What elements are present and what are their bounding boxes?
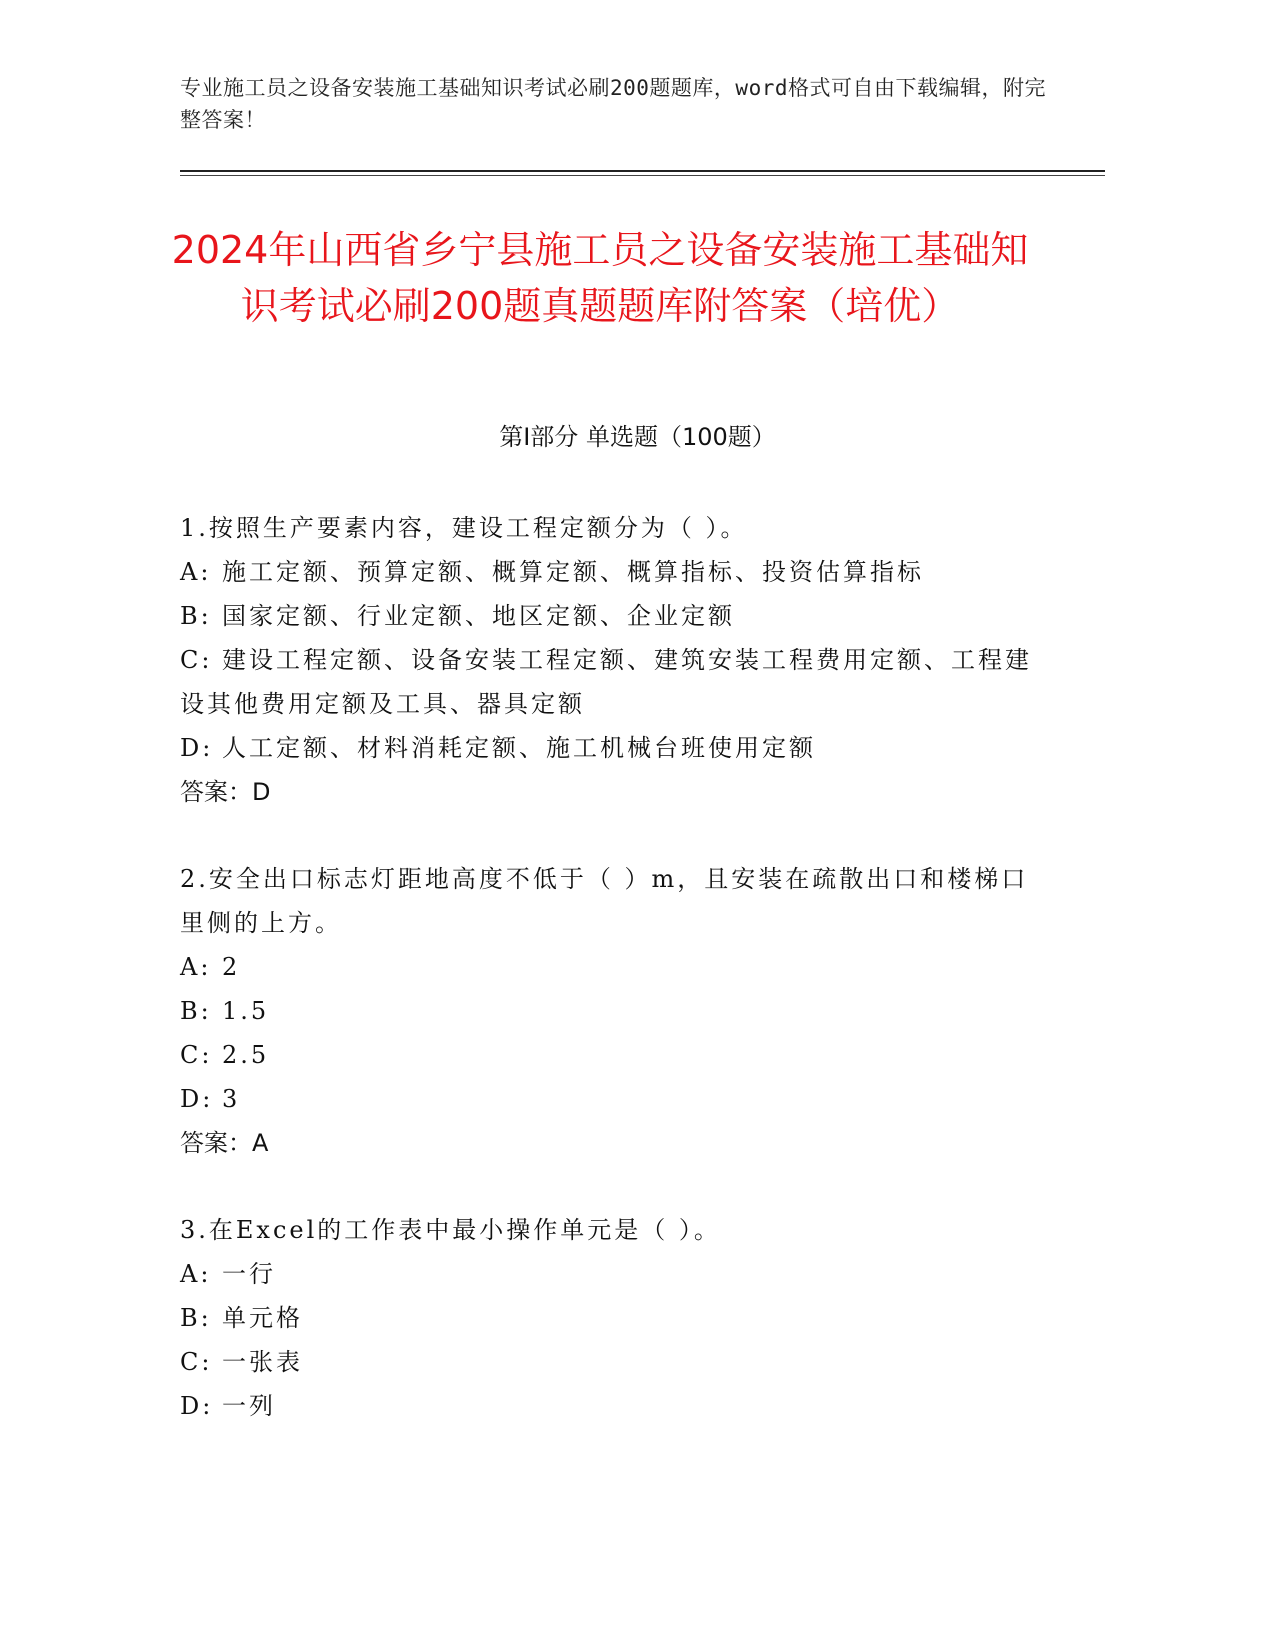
option-d [180,1077,1040,1121]
option-text: 人工定额、材料消耗定额、施工机械台班使用定额 [222,734,816,762]
option-c [180,1340,1040,1384]
question-2 [180,857,1040,1165]
option-key: A: [180,558,212,586]
option-text: 国家定额、行业定额、地区定额、企业定额 [222,602,735,630]
option-text: 施工定额、预算定额、概算定额、概算指标、投资估算指标 [222,558,924,586]
header-divider-thin [180,175,1105,176]
option-key: B: [180,997,212,1025]
option-d [180,726,1040,770]
option-text: 1.5 [222,997,270,1025]
option-text: 2 [222,953,241,981]
option-c [180,638,1040,726]
header-note: 专业施工员之设备安装施工基础知识考试必刷200题题库，word格式可自由下载编辑，附完整答案！ [180,76,1046,132]
option-key: A: [180,1260,212,1288]
answer-label: 答案：A [180,1129,269,1157]
option-key: B: [180,1304,212,1332]
option-a [180,550,1040,594]
option-text: 一列 [222,1392,276,1420]
option-text: 3 [222,1085,241,1113]
option-text: 一张表 [222,1348,303,1376]
option-key: B: [180,602,212,630]
question-3 [180,1208,1040,1428]
answer-label: 答案：D [180,778,271,806]
question-1 [180,506,1040,814]
option-text: 单元格 [222,1304,303,1332]
document-title: 2024年山西省乡宁县施工员之设备安装施工基础知识考试必刷200题真题题库附答案（培优） [171,228,1029,328]
option-key: C: [180,646,213,674]
option-text: 2.5 [222,1041,270,1069]
question-stem: 3.在Excel的工作表中最小操作单元是（ ）。 [180,1216,721,1244]
option-key: C: [180,1041,213,1069]
question-stem: 1.按照生产要素内容，建设工程定额分为（ ）。 [180,514,748,542]
option-text: 一行 [222,1260,276,1288]
option-b [180,594,1040,638]
option-key: D: [180,734,214,762]
option-b [180,1296,1040,1340]
section-heading: 第Ⅰ部分 单选题（100题） [499,423,776,451]
option-key: D: [180,1085,214,1113]
option-b [180,989,1040,1033]
option-key: D: [180,1392,214,1420]
question-list [180,506,1040,1471]
option-c [180,1033,1040,1077]
option-d [180,1384,1040,1428]
option-key: A: [180,953,212,981]
header-divider-thick [180,170,1105,172]
option-key: C: [180,1348,213,1376]
option-a [180,1252,1040,1296]
option-a [180,945,1040,989]
question-stem: 2.安全出口标志灯距地高度不低于（ ）m，且安装在疏散出口和楼梯口里侧的上方。 [180,865,1029,937]
option-text: 建设工程定额、设备安装工程定额、建筑安装工程费用定额、工程建设其他费用定额及工具、器具定额 [180,646,1032,718]
